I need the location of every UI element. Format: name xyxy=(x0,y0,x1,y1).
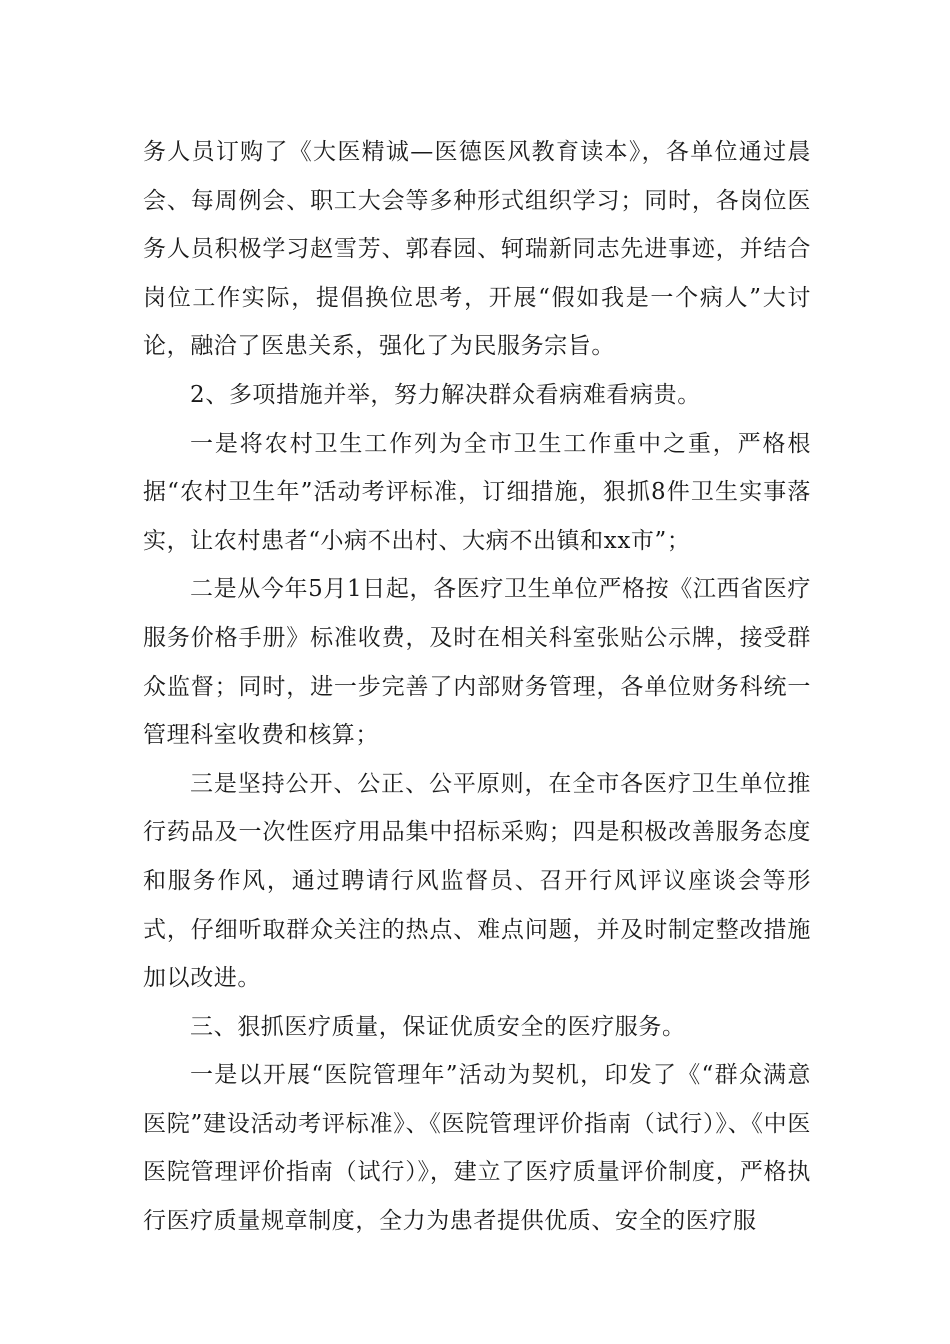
paragraph-1: 务人员订购了《大医精诚—医德医风教育读本》，各单位通过晨会、每周例会、职工大会等多种形式组织学习；同时，各岗位医务人员积极学习赵雪芳、郭春园、轲瑞新同志先进事迹，并结合岗位工作实际，提倡换位思考，开展“假如我是一个病人”大讨论，融洽了医患关系，强化了为民服务宗旨。 xyxy=(143,139,811,360)
paragraph-4: 二是从今年5月1日起，各医疗卫生单位严格按《江西省医疗服务价格手册》标准收费，及时在相关科室张贴公示牌，接受群众监督；同时，进一步完善了内部财务管理，各单位财务科统一管理科室收费和核算； xyxy=(143,576,811,749)
paragraph-6: 三、狠抓医疗质量，保证优质安全的医疗服务。 xyxy=(190,1013,686,1040)
document-body xyxy=(143,128,811,1246)
paragraph-7: 一是以开展“医院管理年”活动为契机，印发了《“群众满意医院”建设活动考评标准》、《医院管理评价指南（试行）》、《中医医院管理评价指南（试行）》，建立了医疗质量评价制度，严格执行医疗质量规章制度，全力为患者提供优质、安全的医疗服 xyxy=(143,1062,811,1235)
paragraph-5: 三是坚持公开、公正、公平原则，在全市各医疗卫生单位推行药品及一次性医疗用品集中招标采购；四是积极改善服务态度和服务作风，通过聘请行风监督员、召开行风评议座谈会等形式，仔细听取群众关注的热点、难点问题，并及时制定整改措施加以改进。 xyxy=(143,770,811,992)
paragraph-2: 2、多项措施并举，努力解决群众看病难看病贵。 xyxy=(190,381,701,408)
paragraph-3: 一是将农村卫生工作列为全市卫生工作重中之重，严格根据“农村卫生年”活动考评标准，订细措施，狠抓8件卫生实事落实，让农村患者“小病不出村、大病不出镇和xx市”； xyxy=(143,430,811,554)
